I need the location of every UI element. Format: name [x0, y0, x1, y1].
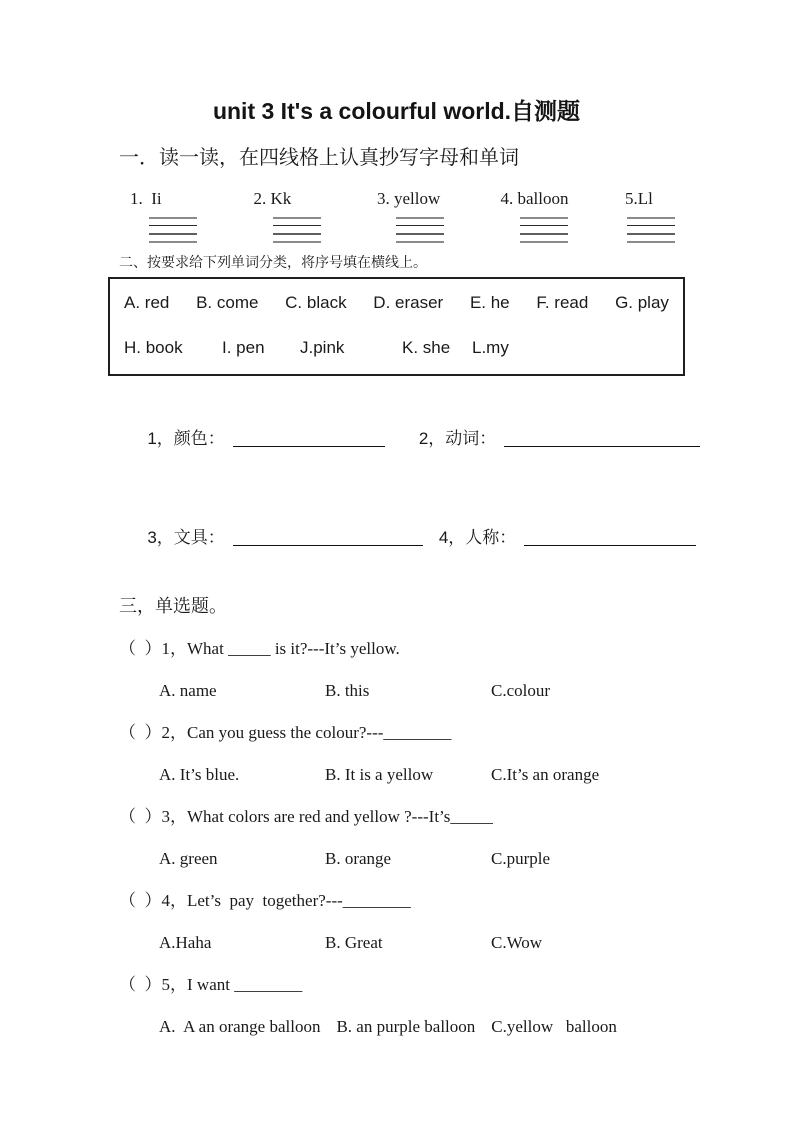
question-2-options: [119, 764, 685, 786]
category-label-verbs: 2，动词：: [418, 429, 497, 448]
option-c: C.It’s an orange: [491, 765, 600, 784]
four-line-writing-grid: [273, 217, 321, 243]
grid-line: [520, 241, 568, 243]
option-b: B. orange: [325, 849, 392, 868]
grid-line: [627, 225, 675, 226]
option-a: A. It’s blue.: [159, 765, 240, 784]
word-bank-row-1: [124, 293, 669, 313]
grid-line: [627, 233, 675, 235]
question-5-prompt: （ ）5，I want ________: [119, 975, 303, 994]
section3-heading: 三，单选题。: [119, 596, 227, 616]
copy-item-3: [377, 188, 444, 243]
copy-item-1: [130, 188, 197, 243]
copy-item-label: 3. yellow: [377, 189, 441, 208]
category-blank-line-2: [119, 502, 685, 574]
word-bank-item: D. eraser: [373, 293, 444, 312]
copy-item-label: 1. Ii: [130, 189, 162, 208]
copy-practice-row: [130, 188, 675, 243]
word-bank-item: F. read: [536, 293, 589, 312]
option-a: A. A an orange balloon: [159, 1017, 321, 1036]
grid-line: [396, 217, 444, 219]
word-bank-item: I. pen: [222, 338, 265, 357]
word-bank-item: E. he: [469, 293, 510, 312]
grid-line: [273, 225, 321, 226]
grid-line: [520, 233, 568, 235]
question-1-options: [119, 680, 685, 702]
category-label-colors: 1，颜色：: [147, 429, 225, 448]
word-bank-item: K. she: [402, 338, 451, 357]
word-bank-box: [108, 277, 685, 376]
copy-item-5: [625, 188, 675, 243]
grid-line: [520, 225, 568, 226]
option-c: C.colour: [491, 681, 551, 700]
answer-blank-stationery: [233, 529, 423, 546]
grid-line: [627, 217, 675, 219]
answer-blank-verbs: [504, 430, 700, 447]
four-line-writing-grid: [520, 217, 568, 243]
page-title: unit 3 It's a colourful world.自测题: [212, 98, 581, 124]
copy-item-4: [501, 188, 569, 243]
word-bank-item: H. book: [124, 338, 183, 357]
four-line-writing-grid: [149, 217, 197, 243]
option-b: B. It is a yellow: [325, 765, 434, 784]
grid-line: [149, 225, 197, 226]
word-bank-item: C. black: [285, 293, 347, 312]
copy-item-2: [254, 188, 321, 243]
word-bank-item: B. come: [196, 293, 259, 312]
copy-item-label: 4. balloon: [500, 189, 569, 208]
copy-item-label: 5.Ll: [625, 189, 653, 208]
question-4-options: [119, 932, 685, 954]
option-c: C.yellow balloon: [491, 1017, 617, 1036]
answer-blank-pronouns: [524, 529, 696, 546]
question-2-prompt: （ ）2，Can you guess the colour?---________: [119, 723, 452, 742]
grid-line: [273, 233, 321, 235]
grid-line: [149, 217, 197, 219]
grid-line: [396, 233, 444, 235]
section1-heading: 一．读一读，在四线格上认真抄写字母和单词: [119, 147, 519, 169]
word-bank-item: A. red: [124, 293, 170, 312]
grid-line: [396, 225, 444, 226]
category-blank-line-1: [119, 403, 685, 475]
category-label-pronouns: 4，人称：: [438, 528, 517, 547]
question-5-options: [119, 1016, 685, 1038]
question-3-prompt: （ ）3，What colors are red and yellow ?---It’s_____: [119, 807, 493, 826]
word-bank-item: J.pink: [300, 338, 345, 357]
section2-heading: 二、按要求给下列单词分类，将序号填在横线上。: [119, 256, 427, 271]
word-bank-item: G. play: [615, 293, 669, 312]
worksheet-content: [119, 145, 685, 1038]
grid-line: [273, 217, 321, 219]
question-4-prompt: （ ）4，Let’s pay together?---________: [119, 891, 411, 910]
question-1-prompt: （ ）1，What _____ is it?---It’s yellow.: [119, 639, 400, 658]
category-label-stationery: 3，文具：: [147, 528, 225, 547]
grid-line: [520, 217, 568, 219]
four-line-writing-grid: [627, 217, 675, 243]
option-b: B. an purple balloon: [336, 1017, 476, 1036]
four-line-writing-grid: [396, 217, 444, 243]
option-a: A. green: [159, 849, 218, 868]
word-bank-row-2: [124, 338, 669, 358]
grid-line: [149, 233, 197, 235]
grid-line: [273, 241, 321, 243]
word-bank-item: L.my: [472, 338, 509, 357]
answer-blank-colors: [233, 430, 385, 447]
option-b: B. this: [325, 681, 370, 700]
option-a: A.Haha: [159, 933, 212, 952]
option-c: C.Wow: [491, 933, 543, 952]
option-c: C.purple: [491, 849, 551, 868]
question-3-options: [119, 848, 685, 870]
grid-line: [627, 241, 675, 243]
option-b: B. Great: [325, 933, 383, 952]
grid-line: [149, 241, 197, 243]
copy-item-label: 2. Kk: [253, 189, 292, 208]
option-a: A. name: [159, 681, 217, 700]
grid-line: [396, 241, 444, 243]
